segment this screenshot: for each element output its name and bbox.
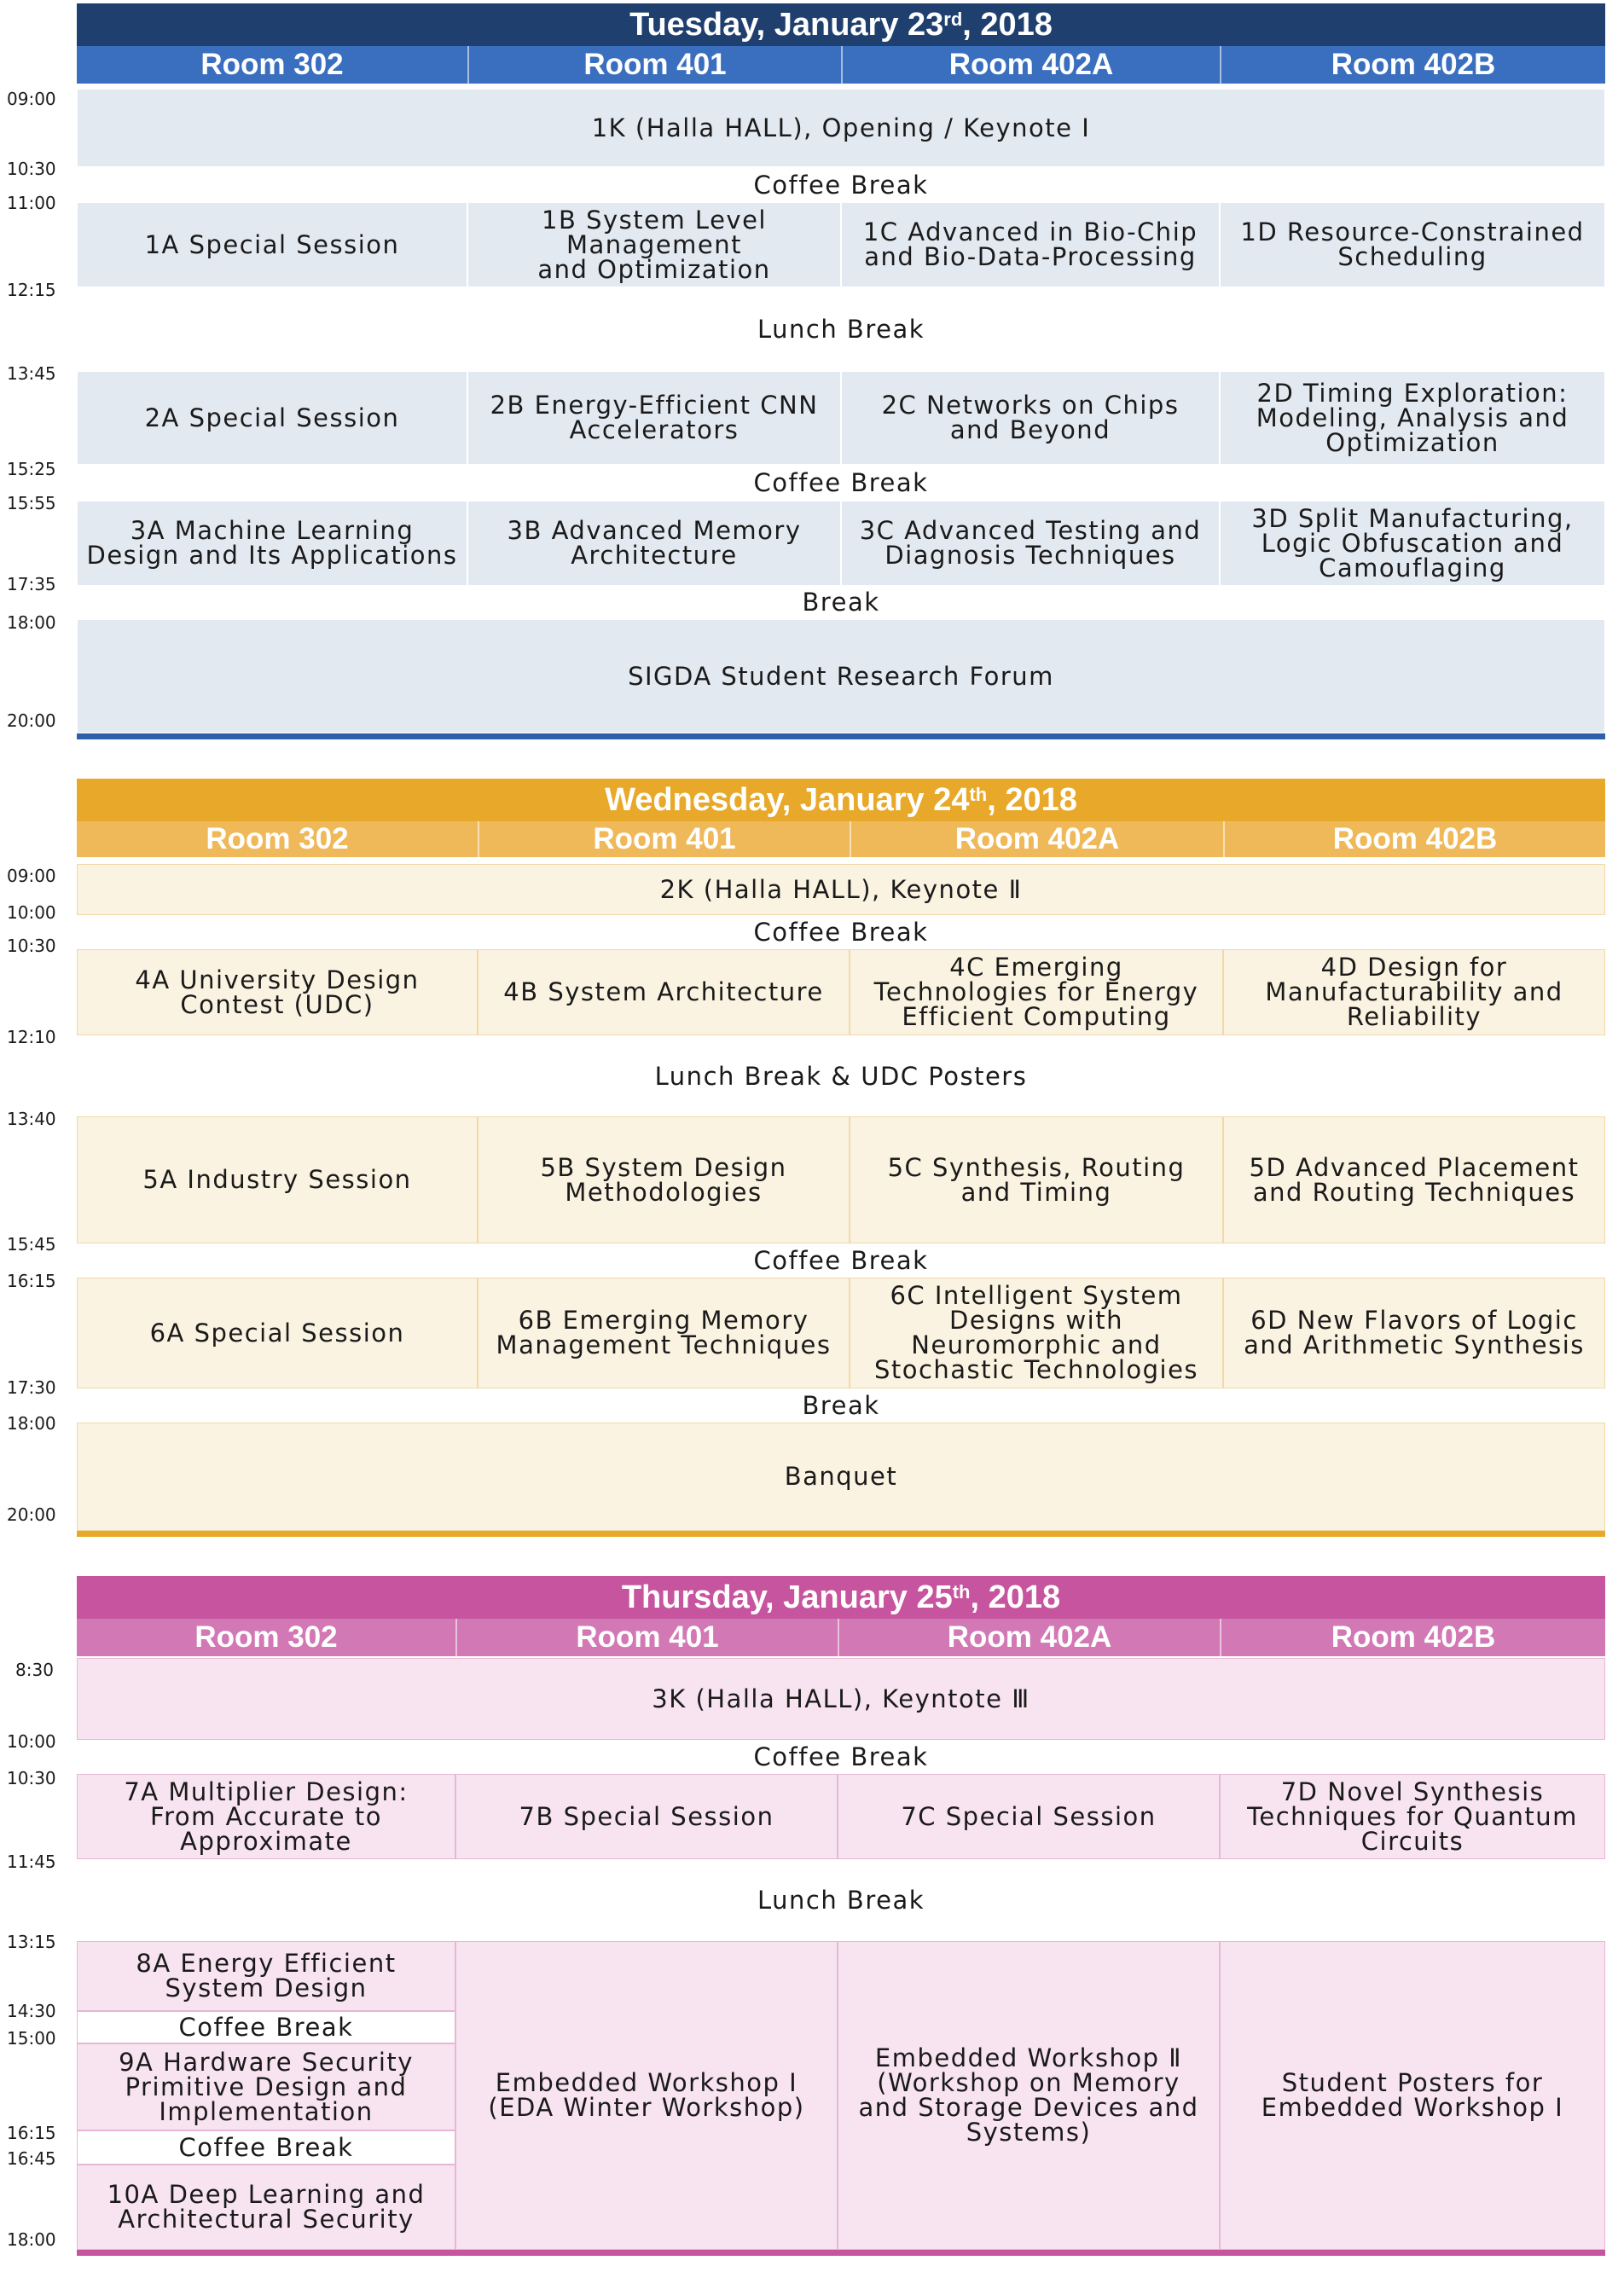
day3-time-1645: 16:45: [7, 2148, 56, 2169]
day2-session-5a: 5A Industry Session: [77, 1116, 478, 1243]
day1-session-2c: 2C Networks on Chips and Beyond: [841, 371, 1220, 465]
day3-room-401: Room 401: [455, 1619, 838, 1656]
day1-room-302: Room 302: [200, 48, 344, 81]
day3-time-0830: 8:30: [15, 1660, 54, 1680]
day2-session-4a: 4A University Design Contest (UDC): [77, 949, 478, 1035]
day3-time-1000: 10:00: [7, 1731, 56, 1752]
day2-time-1800: 18:00: [7, 1413, 56, 1434]
day2-time-1210: 12:10: [7, 1027, 56, 1047]
day3-keynote: 3K (Halla HALL), Keyntote Ⅲ: [77, 1658, 1605, 1740]
day3-header: [77, 1576, 1605, 1619]
day3-room-402b: Room 402B: [1220, 1619, 1605, 1656]
day3-session-7d: 7D Novel Synthesis Techniques for Quantum Circuits: [1220, 1774, 1605, 1859]
day2-keynote: 2K (Halla HALL), Keynote Ⅱ: [77, 864, 1605, 915]
day1-coffee-break-1: Coffee Break: [753, 171, 929, 200]
day3-student-posters: Student Posters for Embedded Workshop Ⅰ: [1220, 1941, 1605, 2250]
day2-coffee-break-1: Coffee Break: [753, 918, 929, 947]
day1-break: Break: [802, 588, 880, 617]
day1-time-1555: 15:55: [7, 493, 56, 513]
day1-room-402a: Room 402A: [841, 46, 1220, 84]
day1-time-1525: 15:25: [7, 459, 56, 479]
day3-session-7a: 7A Multiplier Design: From Accurate to Approximate: [77, 1774, 455, 1859]
day3-time-1315: 13:15: [7, 1932, 56, 1952]
day3-coffee-break-2: Coffee Break: [77, 2011, 455, 2043]
day1-session-2d: 2D Timing Exploration: Modeling, Analysis and Optimization: [1220, 371, 1605, 465]
day3-title-suffix: th: [952, 1581, 971, 1603]
day2-session-5b: 5B System Design Methodologies: [478, 1116, 850, 1243]
day1-evening-forum: SIGDA Student Research Forum: [77, 619, 1605, 733]
day2-session-6d: 6D New Flavors of Logic and Arithmetic Synthesis: [1223, 1278, 1605, 1388]
day1-session-1c: 1C Advanced in Bio-Chip and Bio-Data-Processing: [841, 202, 1220, 287]
day2-session-4d: 4D Design for Manufacturability and Reliability: [1223, 949, 1605, 1035]
day1-bottom-bar: [77, 733, 1605, 739]
day3-session-7c: 7C Special Session: [838, 1774, 1220, 1859]
day2-time-0900: 09:00: [7, 866, 56, 886]
day1-header: [77, 3, 1605, 46]
day1-session-3b: 3B Advanced Memory Architecture: [467, 501, 841, 586]
day2-title-prefix: Wednesday, January 24: [605, 781, 970, 818]
day3-time-1500: 15:00: [7, 2028, 56, 2049]
day3-time-1145: 11:45: [7, 1852, 56, 1872]
day1-room-401: Room 401: [467, 46, 841, 84]
day3-time-1800: 18:00: [7, 2229, 56, 2250]
day3-room-row: [77, 1619, 1605, 1656]
day3-title-prefix: Thursday, January 25: [621, 1579, 953, 1615]
day2-time-1340: 13:40: [7, 1109, 56, 1129]
day3-time-1030: 10:30: [7, 1768, 56, 1788]
day2-time-1000: 10:00: [7, 902, 56, 923]
day3-coffee-break-1: Coffee Break: [753, 1742, 929, 1771]
day2-session-4c: 4C Emerging Technologies for Energy Efficient Computing: [850, 949, 1223, 1035]
day2-time-1545: 15:45: [7, 1234, 56, 1255]
day3-room-302: Room 302: [194, 1620, 338, 1654]
day1-time-1030: 10:30: [7, 159, 56, 179]
day1-session-1b: 1B System Level Management and Optimization: [467, 202, 841, 287]
day3-coffee-break-3: Coffee Break: [77, 2130, 455, 2165]
day1-time-1345: 13:45: [7, 363, 56, 384]
day3-title-year: , 2018: [970, 1579, 1061, 1615]
day1-time-1100: 11:00: [7, 193, 56, 213]
day2-session-6a: 6A Special Session: [77, 1278, 478, 1388]
day2-bottom-bar: [77, 1531, 1605, 1537]
day1-room-402b: Room 402B: [1220, 46, 1605, 84]
day2-time-1615: 16:15: [7, 1271, 56, 1291]
day1-time-1800: 18:00: [7, 612, 56, 633]
day2-header: [77, 779, 1605, 821]
day2-session-5d: 5D Advanced Placement and Routing Techniques: [1223, 1116, 1605, 1243]
day1-time-1735: 17:35: [7, 574, 56, 594]
day2-session-6b: 6B Emerging Memory Management Techniques: [478, 1278, 850, 1388]
day3-embedded-workshop-2: Embedded Workshop Ⅱ (Workshop on Memory and Storage Devices and Systems): [838, 1941, 1220, 2250]
day2-session-4b: 4B System Architecture: [478, 949, 850, 1035]
day1-session-1a: 1A Special Session: [77, 202, 467, 287]
day1-time-0900: 09:00: [7, 89, 56, 109]
day2-session-6c: 6C Intelligent System Designs with Neuromorphic and Stochastic Technologies: [850, 1278, 1223, 1388]
day2-room-402a: Room 402A: [850, 821, 1223, 857]
day3-time-1430: 14:30: [7, 2001, 56, 2021]
day3-session-7b: 7B Special Session: [455, 1774, 838, 1859]
day3-time-1615: 16:15: [7, 2123, 56, 2143]
day2-room-302: Room 302: [206, 822, 349, 855]
day2-room-401: Room 401: [478, 821, 850, 857]
day2-time-1730: 17:30: [7, 1377, 56, 1398]
day2-break: Break: [802, 1391, 880, 1420]
day1-session-2a: 2A Special Session: [77, 371, 467, 465]
day2-session-5c: 5C Synthesis, Routing and Timing: [850, 1116, 1223, 1243]
day3-session-9a: 9A Hardware Security Primitive Design and Implementation: [77, 2043, 455, 2130]
day2-evening-banquet: Banquet: [77, 1423, 1605, 1531]
day1-session-3a: 3A Machine Learning Design and Its Applications: [77, 501, 467, 586]
day3-embedded-workshop-1: Embedded Workshop Ⅰ (EDA Winter Workshop): [455, 1941, 838, 2250]
day2-title-year: , 2018: [987, 781, 1077, 818]
day2-time-2000: 20:00: [7, 1504, 56, 1525]
day3-session-8a: 8A Energy Efficient System Design: [77, 1941, 455, 2011]
day1-time-2000: 20:00: [7, 710, 56, 731]
day1-title-year: , 2018: [962, 6, 1053, 43]
day1-title-prefix: Tuesday, January 23: [629, 6, 944, 43]
day3-session-10a: 10A Deep Learning and Architectural Security: [77, 2165, 455, 2250]
day2-time-1030: 10:30: [7, 936, 56, 956]
day2-room-402b: Room 402B: [1223, 821, 1605, 857]
day1-session-1d: 1D Resource-Constrained Scheduling: [1220, 202, 1605, 287]
day1-lunch-break: Lunch Break: [757, 315, 925, 344]
day1-session-3d: 3D Split Manufacturing, Logic Obfuscation and Camouflaging: [1220, 501, 1605, 586]
day1-room-row: [77, 46, 1605, 84]
day1-coffee-break-2: Coffee Break: [753, 468, 929, 497]
day2-title-suffix: th: [969, 784, 988, 805]
day2-lunch-break: Lunch Break & UDC Posters: [654, 1061, 1028, 1091]
day1-session-2b: 2B Energy-Efficient CNN Accelerators: [467, 371, 841, 465]
day1-time-1215: 12:15: [7, 280, 56, 300]
day3-bottom-bar: [77, 2250, 1605, 2256]
day1-title-suffix: rd: [943, 9, 963, 30]
day3-room-402a: Room 402A: [838, 1619, 1220, 1656]
day2-coffee-break-2: Coffee Break: [753, 1246, 929, 1275]
day2-room-row: [77, 821, 1605, 857]
day1-session-3c: 3C Advanced Testing and Diagnosis Techniques: [841, 501, 1220, 586]
day1-keynote: 1K (Halla HALL), Opening / Keynote Ⅰ: [77, 89, 1605, 167]
day3-lunch-break: Lunch Break: [757, 1886, 925, 1915]
